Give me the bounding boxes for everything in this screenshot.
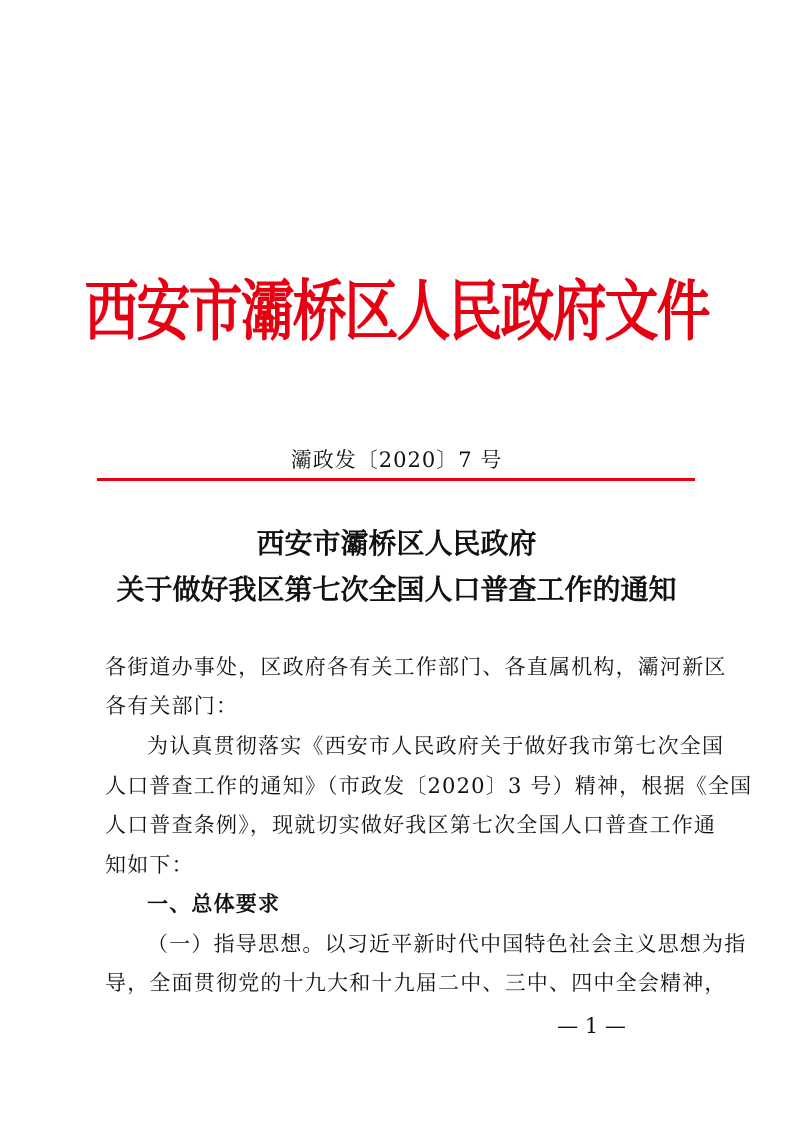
paragraph-2-line-2: 导，全面贯彻党的十九大和十九届二中、三中、四中全会精神，	[105, 971, 727, 995]
paragraph-1-line-1: 为认真贯彻落实《西安市人民政府关于做好我市第七次全国	[147, 734, 725, 758]
notice-title-line-1: 西安市灞桥区人民政府	[256, 527, 537, 560]
salutation-line-1: 各街道办事处，区政府各有关工作部门、各直属机构，灞河新区	[105, 655, 727, 679]
masthead-title: 西安市灞桥区人民政府文件	[84, 271, 709, 350]
paragraph-1-line-3: 人口普查条例》，现就切实做好我区第七次全国人口普查工作通	[105, 813, 717, 837]
salutation-line-2: 各有关部门：	[105, 694, 239, 718]
section-heading-general-requirements: 一、总体要求	[147, 892, 281, 916]
paragraph-2-line-1: （一）指导思想。以习近平新时代中国特色社会主义思想为指	[147, 932, 747, 956]
notice-title-line-2: 关于做好我区第七次全国人口普查工作的通知	[116, 573, 677, 606]
paragraph-1-line-2: 人口普查工作的通知》（市政发〔2020〕3 号）精神，根据《全国	[105, 774, 753, 798]
document-number: 灞政发〔2020〕7 号	[290, 448, 503, 472]
red-separator-rule	[97, 478, 695, 481]
paragraph-1-line-4: 知如下：	[105, 853, 194, 877]
page-number: — 1 —	[557, 1014, 626, 1038]
